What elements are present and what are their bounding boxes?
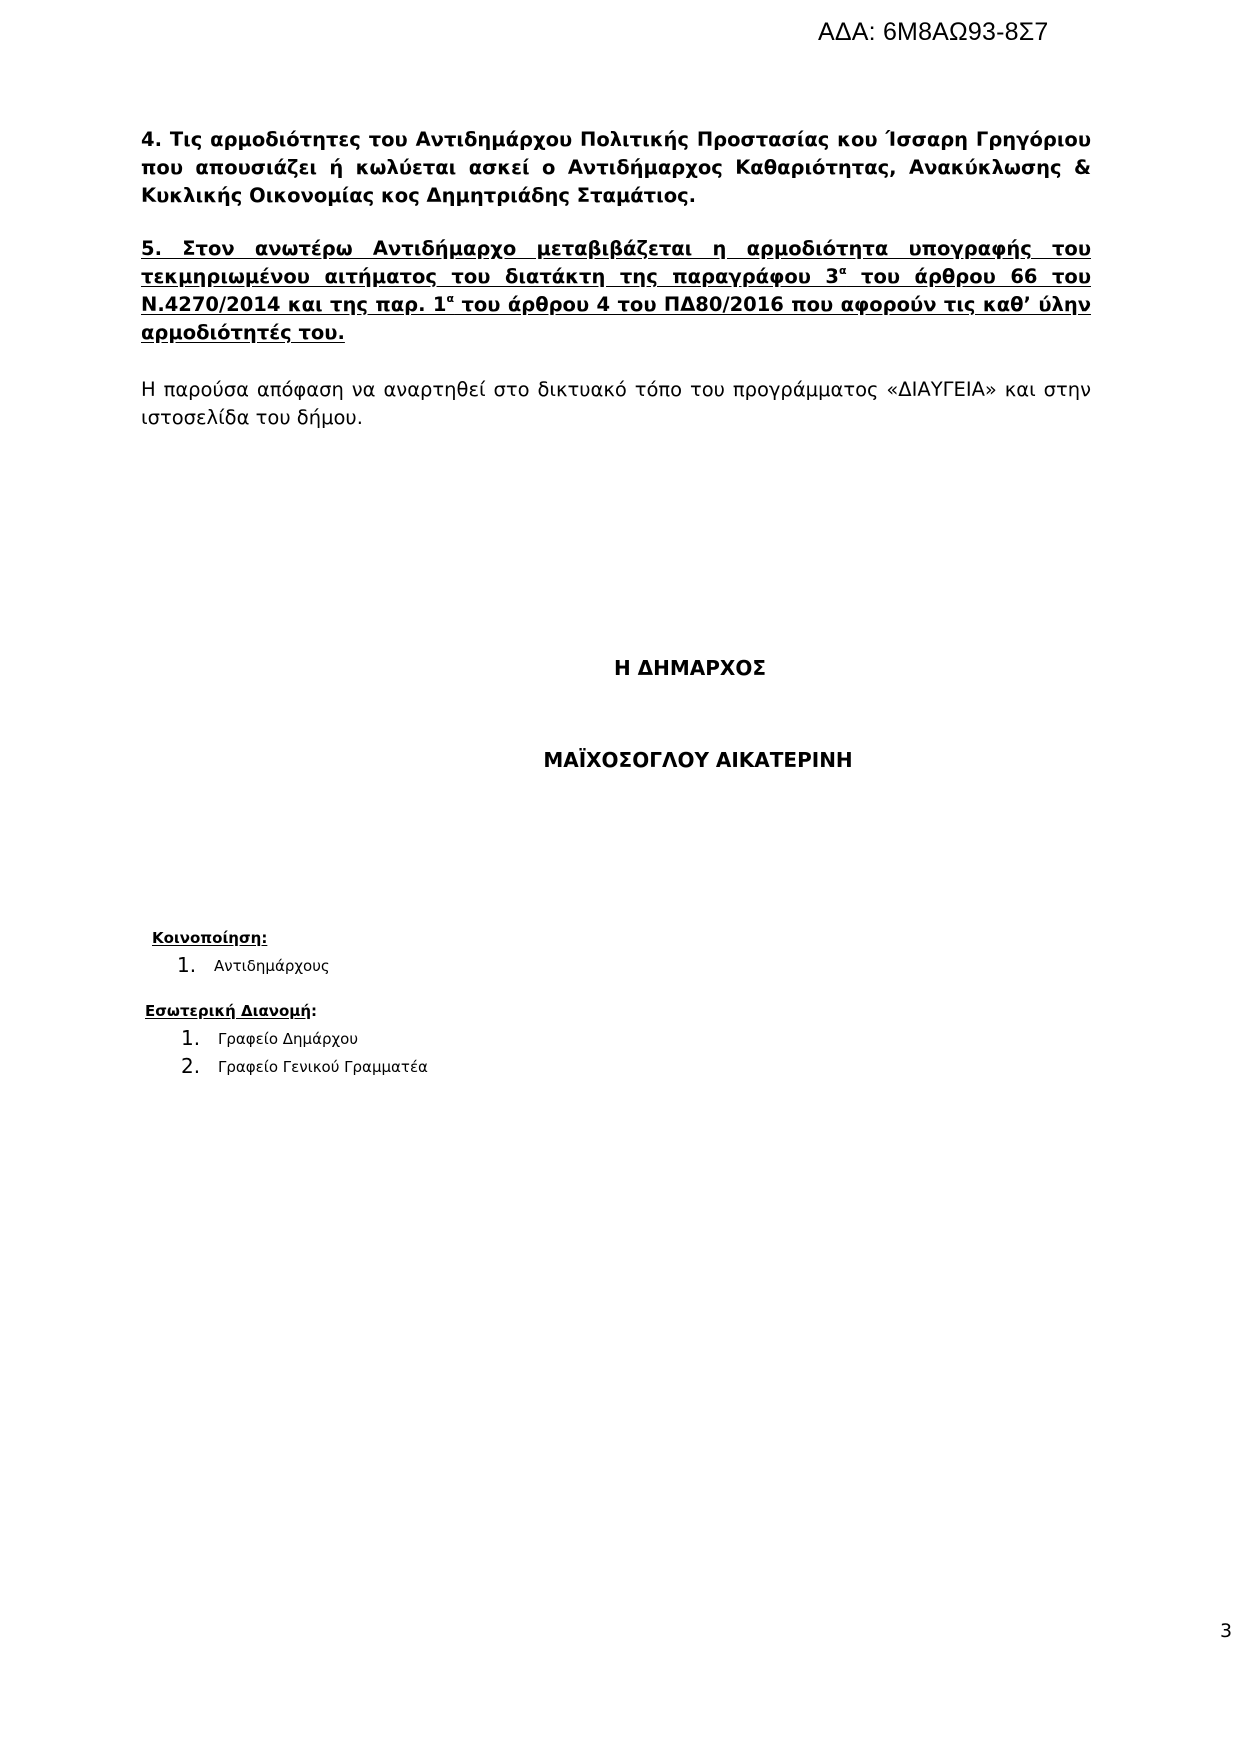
paragraph-5-part3: του άρθρου 4 του ΠΔ80/2016 που αφορούν τις καθ’ ύλην αρμοδιότητές του. <box>141 293 1091 344</box>
internal-distribution-heading <box>145 1002 317 1020</box>
list-item-number: 2. <box>181 1054 201 1078</box>
internal-distribution-label: Εσωτερική Διανομή <box>145 1002 312 1020</box>
paragraph-4: 4. Τις αρμοδιότητες του Αντιδημάρχου Πολιτικής Προστασίας κου Ίσσαρη Γρηγόριου που απουσιάζει ή κωλύεται ασκεί ο Αντιδήμαρχος Καθαριότητας, Ανακύκλωσης & Κυκλικής Οικονομίας κος Δημητριάδης Σταμάτιος. <box>141 128 1091 207</box>
page-number: 3 <box>1220 1620 1233 1642</box>
publication-paragraph: Η παρούσα απόφαση να αναρτηθεί στο δικτυακό τόπο του προγράμματος «ΔΙΑΥΓΕΙΑ» και στην ιστοσελίδα του δήμου. <box>141 378 1091 429</box>
paragraph-5 <box>141 235 1091 347</box>
internal-distribution-colon: : <box>311 1002 318 1020</box>
paragraph-5-part2: του άρθρου 66 του Ν.4270/2014 και της παρ. 1 <box>141 265 1091 316</box>
signature-title: Η ΔΗΜΑΡΧΟΣ <box>613 656 767 680</box>
superscript-1: α <box>838 264 847 277</box>
list-item-text: Αντιδημάρχους <box>214 957 330 975</box>
superscript-2: α <box>446 292 455 305</box>
notification-label: Κοινοποίηση: <box>152 929 268 947</box>
paragraph-5-part1: 5. Στον ανωτέρω Αντιδήμαρχο μεταβιβάζεται η αρμοδιότητα υπογραφής του τεκμηριωμένου αιτήματος του διατάκτη της παραγράφου 3 <box>141 237 1091 288</box>
list-item-number: 1. <box>181 1026 201 1050</box>
list-item-text: Γραφείο Γενικού Γραμματέα <box>218 1058 428 1076</box>
list-item-text: Γραφείο Δημάρχου <box>218 1030 359 1048</box>
ada-code: ΑΔΑ: 6Μ8ΑΩ93-8Σ7 <box>818 18 1049 46</box>
list-item-number: 1. <box>177 953 197 977</box>
notification-heading <box>152 929 267 947</box>
signature-name: ΜΑΪΧΟΣΟΓΛΟΥ ΑΙΚΑΤΕΡΙΝΗ <box>543 748 853 772</box>
